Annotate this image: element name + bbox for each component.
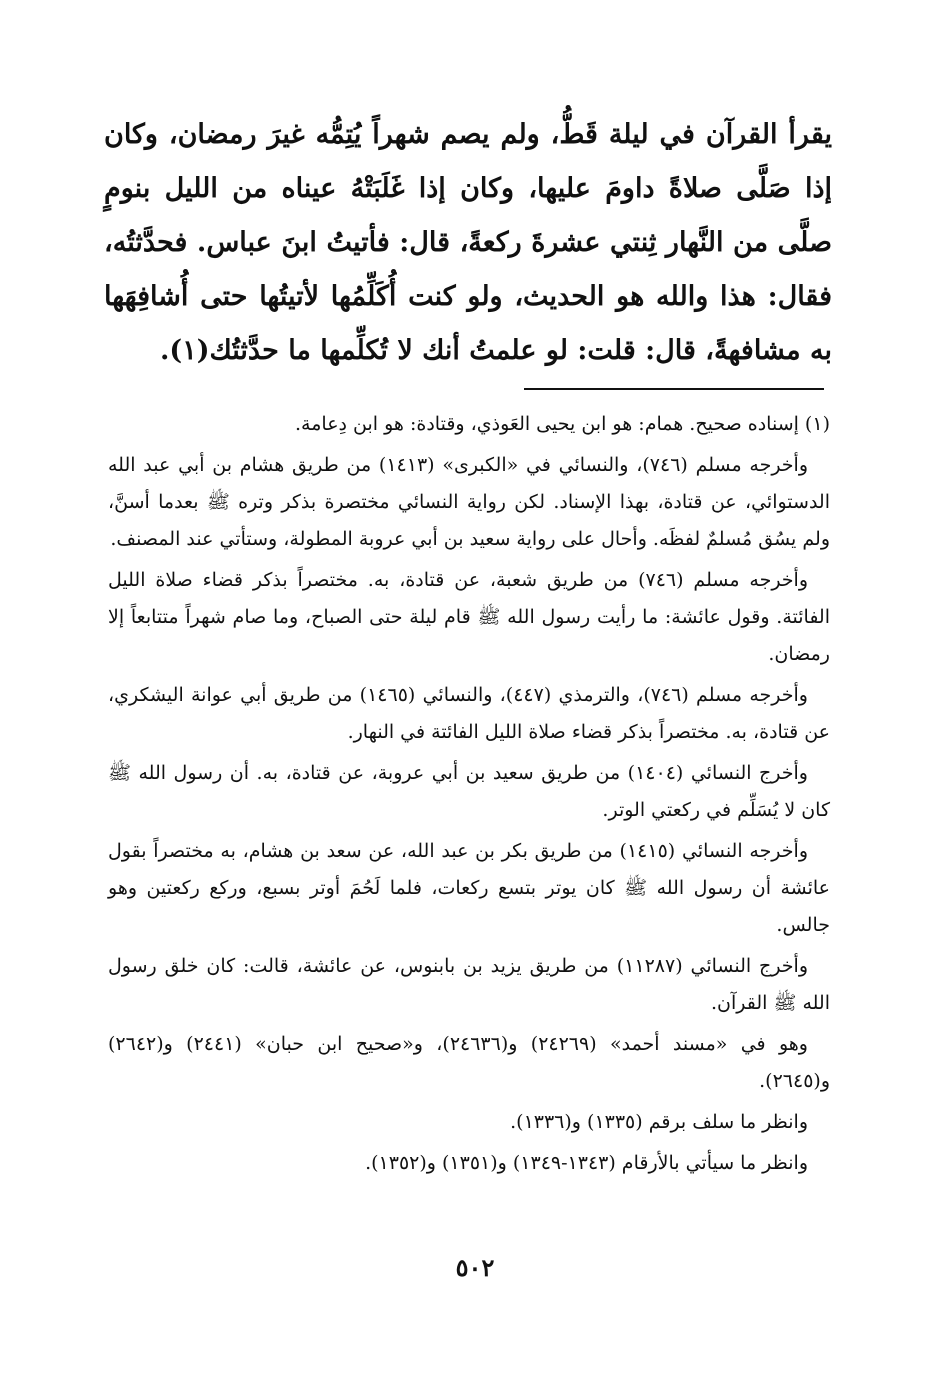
- footnote-1: (١) إسناده صحيح. همام: هو ابن يحيى العَوذي، وقتادة: هو ابن دِعامة.: [295, 413, 830, 435]
- footnote-paragraph: وانظر ما سلف برقم (١٣٣٥) و(١٣٣٦).: [510, 1111, 808, 1133]
- main-text-block: [104, 108, 832, 378]
- footnote-paragraph: وأخرج النسائي (١١٢٨٧) من طريق يزيد بن بابنوس، عن عائشة، قالت: كان خلق رسول الله ﷺ القرآن.: [108, 955, 830, 1014]
- footnote-paragraph: وهو في «مسند أحمد» (٢٤٢٦٩) و(٢٤٦٣٦)، و«صحيح ابن حبان» (٢٤٤١) و(٢٦٤٢) و(٢٦٤٥).: [108, 1033, 830, 1092]
- footnote-paragraph: وأخرج النسائي (١٤٠٤) من طريق سعيد بن أبي عروبة، عن قتادة، به. أن رسول الله ﷺ كان لا يُسَلِّم في ركعتي الوتر.: [108, 762, 830, 821]
- footnote-paragraph: وأخرجه النسائي (١٤١٥) من طريق بكر بن عبد الله، عن سعد بن هشام، به مختصراً بقول عائشة أن رسول الله ﷺ كان يوتر بتسع ركعات، فلما لَحُمَ أوتر بسبع، وركع ركعتين وهو جالس.: [108, 840, 830, 936]
- footnote-paragraph: وأخرجه مسلم (٧٤٦)، والترمذي (٤٤٧)، والنسائي (١٤٦٥) من طريق أبي عوانة اليشكري، عن قتادة، به. مختصراً بذكر قضاء صلاة الليل الفائتة في النهار.: [108, 684, 830, 743]
- footnote-paragraph: وانظر ما سيأتي بالأرقام (١٣٤٣-١٣٤٩) و(١٣٥١) و(١٣٥٢).: [365, 1152, 808, 1174]
- main-paragraph: يقرأ القرآن في ليلة قَطُّ، ولم يصم شهراً يُتِمُّه غيرَ رمضان، وكان إذا صَلَّى صلاةً داومَ عليها، وكان إذا غَلَبَتْهُ عيناه من الليل بنومٍ صلَّى من النَّهار ثِنتي عشرةَ ركعةً، قال: فأتيتُ ابنَ عباس. فحدَّثتُه، فقال: هذا والله هو الحديث، ولو كنت أُكَلِّمُها لأتيتُها حتى أُشافِهَها به مشافهةً، قال: قلت: لو علمتُ أنك لا تُكلِّمها ما حدَّثتُك(١).: [104, 119, 832, 366]
- footnote-paragraph: وأخرجه مسلم (٧٤٦)، والنسائي في «الكبرى» (١٤١٣) من طريق هشام بن أبي عبد الله الدستوائي، عن قتادة، بهذا الإسناد. لكن رواية النسائي مختصرة بذكر وتره ﷺ بعدما أسنَّ، ولم يسُق مُسلمٌ لفظَه. وأحال على رواية سعيد بن أبي عروبة المطولة، وستأتي عند المصنف.: [108, 454, 830, 550]
- footnote-paragraph: وأخرجه مسلم (٧٤٦) من طريق شعبة، عن قتادة، به. مختصراً بذكر قضاء صلاة الليل الفائتة. وقول عائشة: ما رأيت رسول الله ﷺ قام ليلة حتى الصباح، وما صام شهراً متتابعاً إلا رمضان.: [108, 569, 830, 665]
- page-number: ٥٠٢: [455, 1253, 495, 1282]
- footnotes-block: [108, 406, 830, 1186]
- footnote-separator: [524, 388, 824, 390]
